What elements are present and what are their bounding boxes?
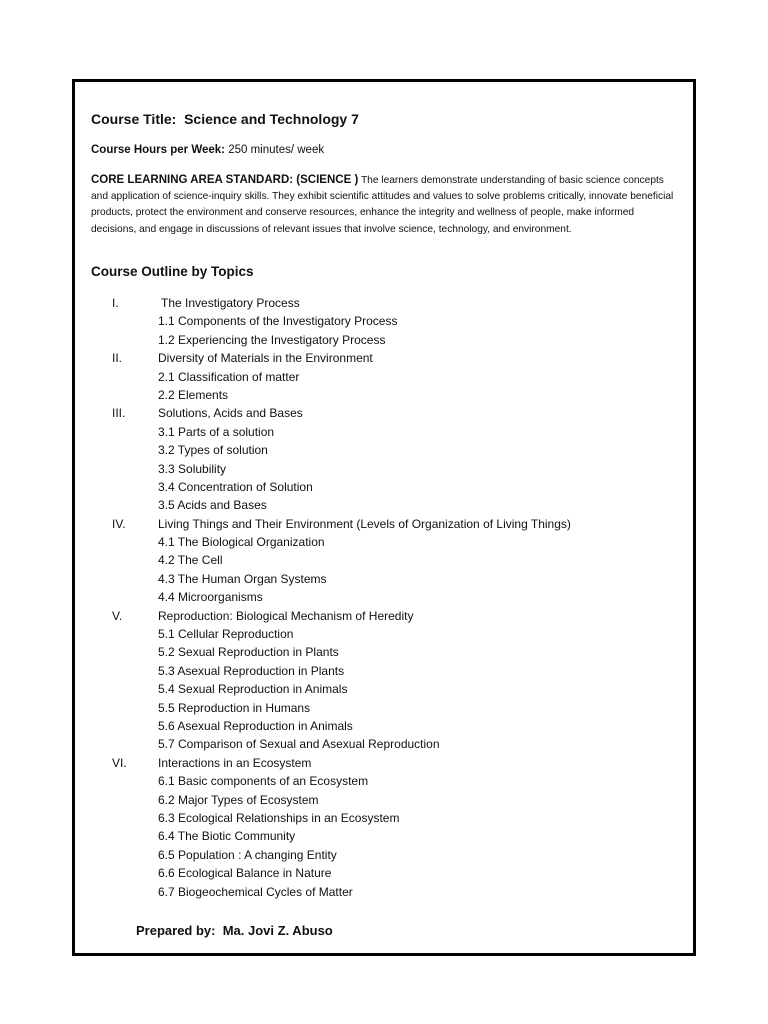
- course-title: [91, 111, 359, 127]
- outline-subtopic: [91, 625, 691, 643]
- subtopic-label: 1.1 Components of the Investigatory Process: [158, 314, 398, 329]
- subtopic-label: 3.1 Parts of a solution: [158, 424, 275, 439]
- topic-title: Living Things and Their Environment (Levels of Organization of Living Things): [158, 516, 571, 531]
- outline-subtopic: [91, 864, 691, 882]
- outline-topic: [91, 294, 691, 312]
- subtopic-label: 6.5 Population : A changing Entity: [158, 847, 337, 862]
- prepared-name: Ma. Jovi Z. Abuso: [222, 923, 333, 938]
- subtopic-label: 5.6 Asexual Reproduction in Animals: [158, 718, 353, 733]
- course-outline: [91, 294, 691, 901]
- outline-topic: [91, 607, 691, 625]
- outline-subtopic: [91, 883, 691, 901]
- outline-subtopic: [91, 570, 691, 588]
- core-standard-text: The learners demonstrate understanding of basic science concepts and application of science-inquiry skills. They exhibit scientific attitudes and values to solve problems critically, innovate beneficial products, protect the environment and conserve resources, enhance the integrity and wellness of people, make informed decisions, and engage in discussions of relevant issues that involve science, technology, and environment.: [91, 175, 674, 235]
- outline-heading: Course Outline by Topics: [91, 264, 254, 279]
- subtopic-label: 6.2 Major Types of Ecosystem: [158, 792, 319, 807]
- subtopic-label: 4.4 Microorganisms: [158, 590, 263, 605]
- outline-subtopic: [91, 735, 691, 753]
- outline-subtopic: [91, 441, 691, 459]
- subtopic-label: 4.1 The Biological Organization: [158, 535, 325, 550]
- outline-topic: [91, 349, 691, 367]
- topic-number: V.: [112, 608, 123, 623]
- subtopic-label: 6.1 Basic components of an Ecosystem: [158, 774, 369, 789]
- course-hours-value: 250 minutes/ week: [228, 144, 325, 156]
- prepared-label: Prepared by:: [136, 923, 216, 938]
- topic-number: IV.: [112, 516, 126, 531]
- outline-subtopic: [91, 368, 691, 386]
- topic-title: Interactions in an Ecosystem: [158, 755, 312, 770]
- subtopic-label: 2.2 Elements: [158, 387, 229, 402]
- subtopic-label: 3.4 Concentration of Solution: [158, 479, 313, 494]
- topic-number: II.: [112, 351, 123, 366]
- outline-subtopic: [91, 809, 691, 827]
- subtopic-label: 6.7 Biogeochemical Cycles of Matter: [158, 884, 353, 899]
- subtopic-label: 5.5 Reproduction in Humans: [158, 700, 311, 715]
- subtopic-label: 5.4 Sexual Reproduction in Animals: [158, 682, 348, 697]
- course-title-value: Science and Technology 7: [184, 111, 359, 127]
- outline-subtopic: [91, 643, 691, 661]
- topic-title: The Investigatory Process: [161, 296, 300, 310]
- topic-number: I.: [112, 296, 119, 310]
- core-standard-label: CORE LEARNING AREA STANDARD: (SCIENCE ): [91, 174, 359, 186]
- subtopic-label: 5.1 Cellular Reproduction: [158, 627, 294, 642]
- topic-number: VI.: [112, 755, 127, 770]
- outline-topic: [91, 515, 691, 533]
- course-hours-label: Course Hours per Week:: [91, 144, 225, 156]
- outline-subtopic: [91, 680, 691, 698]
- topic-title: Solutions, Acids and Bases: [158, 406, 303, 421]
- subtopic-label: 4.3 The Human Organ Systems: [158, 571, 327, 586]
- outline-subtopic: [91, 533, 691, 551]
- subtopic-label: 3.5 Acids and Bases: [158, 498, 267, 513]
- topic-title: Diversity of Materials in the Environment: [158, 351, 373, 366]
- outline-topic: [91, 404, 691, 422]
- subtopic-label: 6.6 Ecological Balance in Nature: [158, 866, 332, 881]
- outline-subtopic: [91, 331, 691, 349]
- outline-subtopic: [91, 312, 691, 330]
- outline-subtopic: [91, 478, 691, 496]
- topic-number: III.: [112, 406, 126, 421]
- subtopic-label: 4.2 The Cell: [158, 553, 223, 568]
- outline-subtopic: [91, 791, 691, 809]
- outline-subtopic: [91, 772, 691, 790]
- prepared-by: [136, 923, 333, 938]
- subtopic-label: 1.2 Experiencing the Investigatory Process: [158, 332, 386, 347]
- topic-title: Reproduction: Biological Mechanism of Heredity: [158, 608, 414, 623]
- subtopic-label: 2.1 Classification of matter: [158, 369, 300, 384]
- outline-topic: [91, 754, 691, 772]
- subtopic-label: 6.4 The Biotic Community: [158, 829, 296, 844]
- outline-subtopic: [91, 460, 691, 478]
- outline-subtopic: [91, 699, 691, 717]
- subtopic-label: 3.3 Solubility: [158, 461, 227, 476]
- outline-subtopic: [91, 423, 691, 441]
- outline-subtopic: [91, 827, 691, 845]
- course-hours: [91, 144, 324, 156]
- subtopic-label: 5.3 Asexual Reproduction in Plants: [158, 663, 345, 678]
- outline-subtopic: [91, 588, 691, 606]
- outline-subtopic: [91, 496, 691, 514]
- subtopic-label: 5.7 Comparison of Sexual and Asexual Reproduction: [158, 737, 440, 752]
- subtopic-label: 5.2 Sexual Reproduction in Plants: [158, 645, 339, 660]
- outline-subtopic: [91, 846, 691, 864]
- outline-subtopic: [91, 662, 691, 680]
- core-standard: [91, 172, 681, 238]
- outline-subtopic: [91, 717, 691, 735]
- course-title-label: Course Title:: [91, 111, 177, 127]
- subtopic-label: 6.3 Ecological Relationships in an Ecosystem: [158, 810, 400, 825]
- outline-subtopic: [91, 386, 691, 404]
- subtopic-label: 3.2 Types of solution: [158, 443, 268, 458]
- outline-subtopic: [91, 551, 691, 569]
